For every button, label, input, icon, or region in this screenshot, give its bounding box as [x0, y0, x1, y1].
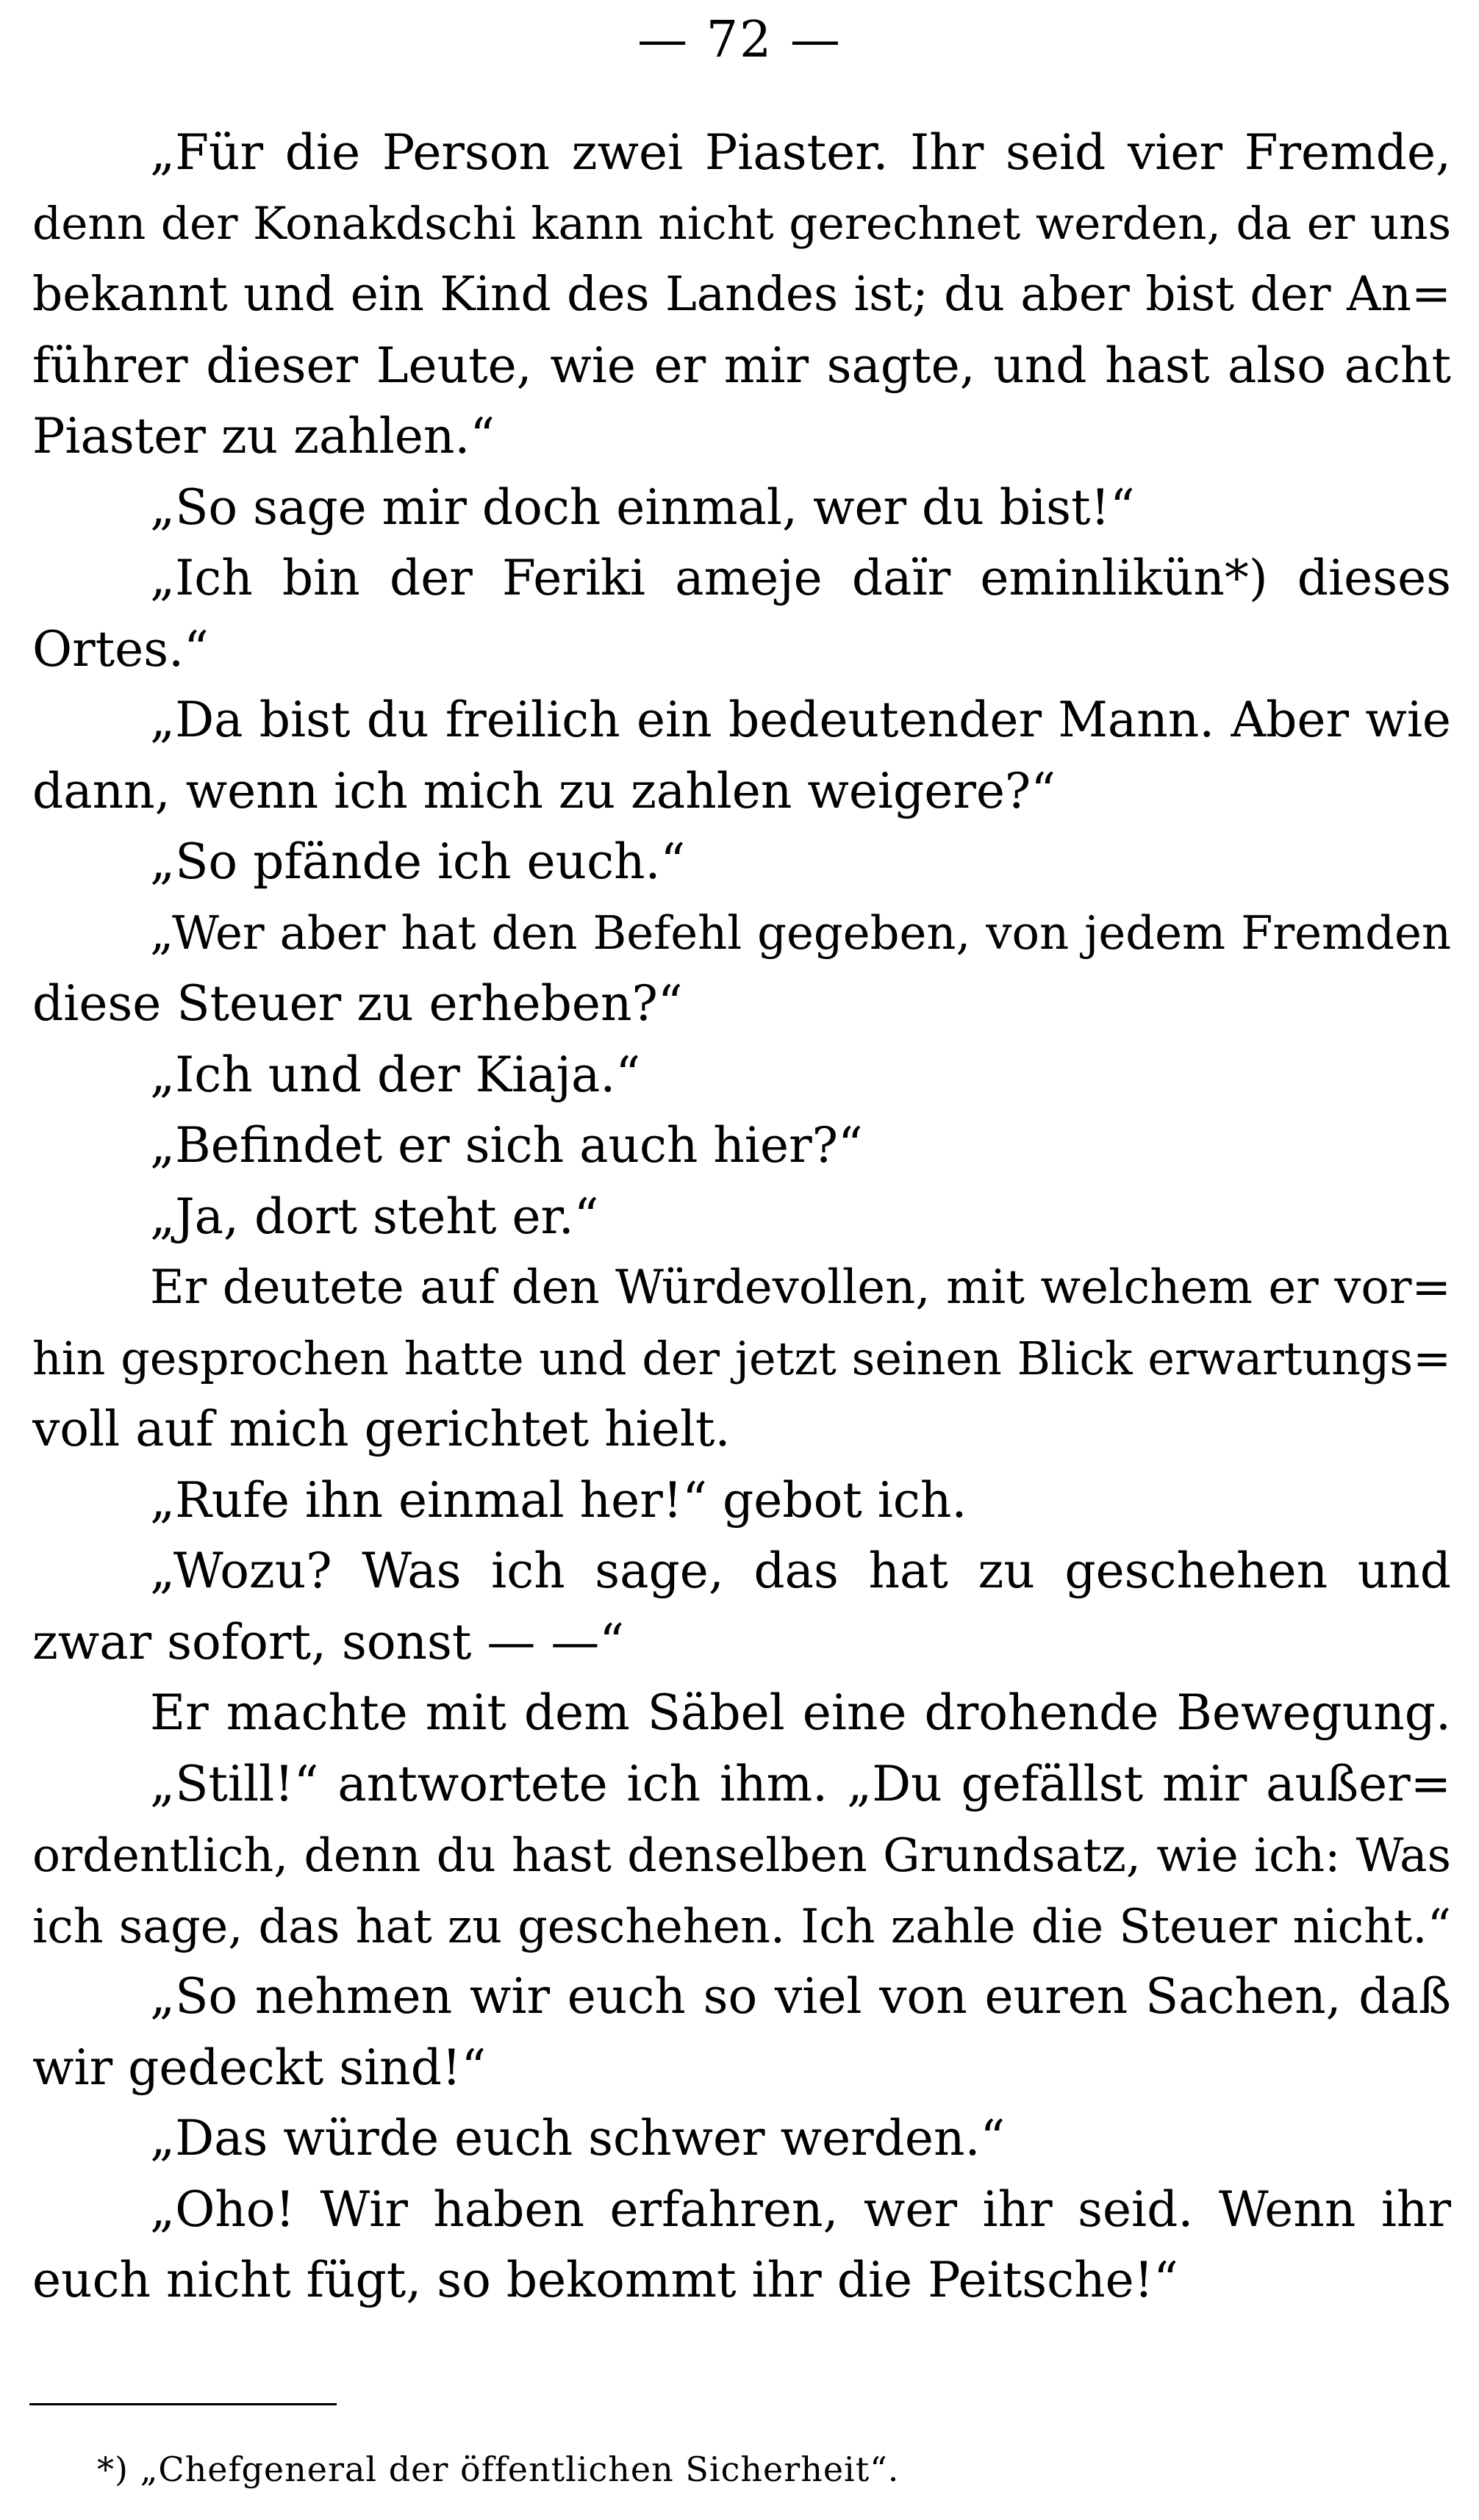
text-line: „So sage mir doch einmal, wer du bist!“: [150, 478, 1135, 536]
footnote-divider: [29, 2403, 337, 2405]
text-line: „Befindet er sich auch hier?“: [150, 1117, 863, 1174]
text-line: „Oho! Wir haben erfahren, wer ihr seid. Wenn ihr: [150, 2180, 1451, 2238]
text-line: wir gedeckt sind!“: [32, 2039, 487, 2096]
text-line: „Ich bin der Feriki ameje daïr eminlikün*) dieses: [150, 550, 1451, 606]
text-line: „Rufe ihn einmal her!“ gebot ich.: [150, 1471, 967, 1529]
text-line: „Das würde euch schwer werden.“: [150, 2110, 1006, 2167]
text-line: „So nehmen wir euch so viel von euren Sachen, daß: [150, 1968, 1451, 2025]
text-line: diese Steuer zu erheben?“: [32, 975, 683, 1032]
text-line: führer dieser Leute, wie er mir sagte, und hast also acht: [32, 337, 1451, 394]
text-line: dann, wenn ich mich zu zahlen weigere?“: [32, 762, 1056, 819]
text-line: denn der Konakdschi kann nicht gerechnet werden, da er uns: [32, 197, 1451, 250]
page-number: — 72 —: [637, 11, 842, 69]
text-line: voll auf mich gerichtet hielt.: [32, 1401, 731, 1457]
text-line: „Da bist du freilich ein bedeutender Mann. Aber wie: [150, 692, 1451, 748]
text-line: Er deutete auf den Würdevollen, mit welchem er vor=: [150, 1260, 1451, 1315]
text-line: hin gesprochen hatte und der jetzt seinen Blick erwartungs=: [32, 1332, 1451, 1385]
text-line: Er machte mit dem Säbel eine drohende Bewegung.: [150, 1684, 1451, 1741]
text-line: „Ja, dort steht er.“: [150, 1188, 599, 1245]
text-line: „Wozu? Was ich sage, das hat zu geschehen und: [150, 1543, 1451, 1599]
body-text: [32, 118, 1451, 2316]
text-line: „So pfände ich euch.“: [150, 833, 686, 890]
text-line: zwar sofort, sonst — —“: [32, 1613, 625, 1670]
text-line: Ortes.“: [32, 620, 209, 678]
text-line: ich sage, das hat zu geschehen. Ich zahle die Steuer nicht.“: [32, 1898, 1451, 1953]
text-line: „Still!“ antwortete ich ihm. „Du gefällst mir außer=: [150, 1755, 1451, 1812]
text-line: „Wer aber hat den Befehl gegeben, von jedem Fremden: [150, 905, 1451, 960]
text-line: Piaster zu zahlen.“: [32, 408, 495, 464]
text-line: euch nicht fügt, so bekommt ihr die Peitsche!“: [32, 2252, 1178, 2308]
footnote: *) „Chefgeneral der öffentlichen Sicherheit“.: [97, 2449, 900, 2489]
text-line: „Für die Person zwei Piaster. Ihr seid vier Fremde,: [150, 124, 1451, 181]
text-line: „Ich und der Kiaja.“: [150, 1046, 641, 1103]
text-line: bekannt und ein Kind des Landes ist; du aber bist der An=: [32, 267, 1451, 322]
text-line: ordentlich, denn du hast denselben Grundsatz, wie ich: Was: [32, 1828, 1451, 1882]
